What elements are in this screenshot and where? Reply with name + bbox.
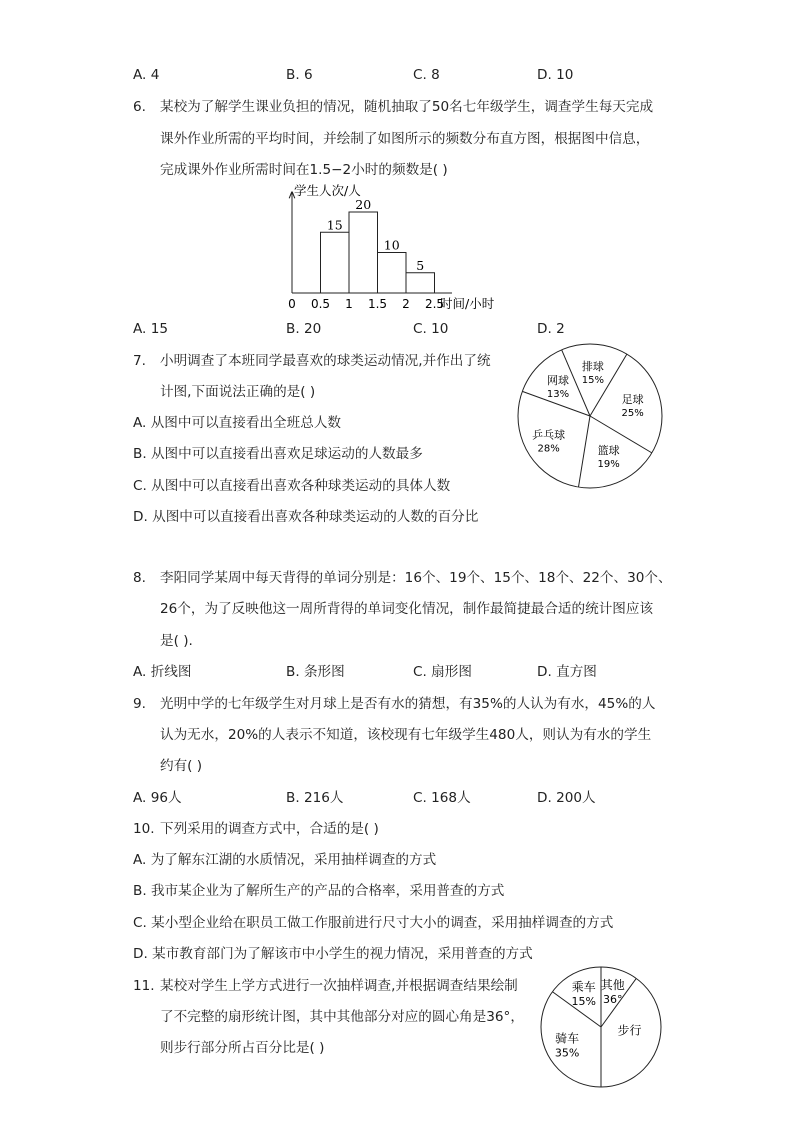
pie2-slice-value: 35% — [554, 1046, 580, 1060]
q6-line-1: 某校为了解学生课业负担的情况，随机抽取了50名七年级学生，调查学生每天完成 — [160, 99, 654, 115]
pie2-slice-value: 36° — [602, 992, 623, 1006]
pie1-slice-label: 网球 — [547, 373, 570, 387]
q9-line-3: 约有( ) — [160, 758, 203, 774]
q5-option-c: C. 8 — [413, 67, 440, 83]
q5-option-b: B. 6 — [286, 67, 313, 83]
histogram-x-tick: 1.5 — [367, 297, 388, 311]
q8-option-d: D. 直方图 — [537, 664, 597, 680]
q7-number: 7. — [133, 353, 146, 369]
q6-line-2: 课外作业所需的平均时间，并绘制了如图所示的频数分布直方图，根据图中信息， — [160, 131, 650, 147]
histogram-bar-label: 10 — [383, 237, 400, 253]
q6-option-a: A. 15 — [133, 321, 168, 337]
histogram-bar — [406, 273, 435, 293]
q6-option-b: B. 20 — [286, 321, 322, 337]
q9-option-d: D. 200人 — [537, 790, 596, 806]
q10-option-b: B. 我市某企业为了解所生产的产品的合格率，采用普查的方式 — [133, 883, 505, 899]
q8-option-b: B. 条形图 — [286, 664, 345, 680]
q7-option-b: B. 从图中可以直接看出喜欢足球运动的人数最多 — [133, 446, 423, 462]
q11-number: 11. — [133, 978, 155, 994]
q8-line-1: 李阳同学某周中每天背得的单词分别是：16个、19个、15个、18个、22个、30个、 — [160, 570, 672, 586]
pie1-slice-value: 15% — [581, 375, 605, 387]
transport-pie-chart — [538, 964, 664, 1090]
q8-line-3: 是( ). — [160, 633, 193, 649]
pie2-slice-label: 乘车 — [571, 980, 596, 995]
histogram-x-tick: 1 — [345, 297, 353, 311]
q11-line-3: 则步行部分所占百分比是( ) — [160, 1040, 325, 1056]
histogram-x-tick: 2 — [402, 297, 410, 311]
pie1-slice-value: 13% — [546, 388, 570, 400]
q10-option-c: C. 某小型企业给在职员工做工作服前进行尺寸大小的调查，采用抽样调查的方式 — [133, 915, 614, 931]
q9-line-2: 认为无水，20%的人表示不知道，该校现有七年级学生480人，则认为有水的学生 — [160, 727, 652, 743]
pie2-slice-label: 其他 — [600, 977, 625, 992]
q9-option-c: C. 168人 — [413, 790, 471, 806]
q11-line-2: 了不完整的扇形统计图，其中其他部分对应的圆心角是36°， — [160, 1009, 524, 1025]
histogram-bar-label: 15 — [326, 217, 343, 233]
frequency-histogram — [280, 180, 520, 315]
q8-line-2: 26个，为了反映他这一周所背得的单词变化情况，制作最简捷最合适的统计图应该 — [160, 601, 654, 617]
histogram-bar — [321, 232, 350, 293]
pie1-slice-label: 足球 — [621, 393, 644, 407]
q7-option-d: D. 从图中可以直接看出喜欢各种球类运动的人数的百分比 — [133, 509, 479, 525]
q6-number: 6. — [133, 99, 146, 115]
q7-line-1: 小明调查了本班同学最喜欢的球类运动情况,并作出了统 — [160, 353, 491, 369]
q9-option-a: A. 96人 — [133, 790, 182, 806]
q7-line-2: 计图,下面说法正确的是( ) — [160, 384, 316, 400]
q6-option-c: C. 10 — [413, 321, 449, 337]
q7-option-a: A. 从图中可以直接看出全班总人数 — [133, 415, 342, 431]
pie2-slice-label: 步行 — [617, 1023, 642, 1038]
pie1-slice-label: 排球 — [581, 360, 604, 374]
pie1-slice-divider — [578, 416, 590, 487]
q9-number: 9. — [133, 696, 146, 712]
q10-option-a: A. 为了解东江湖的水质情况，采用抽样调查的方式 — [133, 852, 437, 868]
histogram-x-label: 时间/小时 — [440, 296, 495, 311]
q8-number: 8. — [133, 570, 146, 586]
q5-option-a: A. 4 — [133, 67, 160, 83]
q9-line-1: 光明中学的七年级学生对月球上是否有水的猜想，有35%的人认为有水，45%的人 — [160, 696, 656, 712]
q10-number: 10. — [133, 821, 155, 837]
q7-option-c: C. 从图中可以直接看出喜欢各种球类运动的具体人数 — [133, 478, 451, 494]
pie1-slice-value: 19% — [597, 458, 620, 470]
pie2-slice-value: 15% — [571, 995, 596, 1009]
histogram-x-tick: 0 — [288, 297, 296, 311]
q10-stem: 下列采用的调查方式中，合适的是( ) — [160, 821, 379, 837]
histogram-bar-label: 5 — [416, 257, 425, 273]
pie1-slice-value: 28% — [537, 443, 560, 455]
histogram-y-label: 学生人次/人 — [294, 183, 361, 198]
pie1-slice-label: 乒乓球 — [532, 428, 566, 442]
q6-option-d: D. 2 — [537, 321, 565, 337]
q11-line-1: 某校对学生上学方式进行一次抽样调查,并根据调查结果绘制 — [160, 978, 518, 994]
q10-option-d: D. 某市教育部门为了解该市中小学生的视力情况，采用普查的方式 — [133, 946, 533, 962]
q8-option-c: C. 扇形图 — [413, 664, 472, 680]
histogram-x-tick: 0.5 — [310, 297, 331, 311]
pie1-slice-value: 25% — [621, 408, 644, 420]
q9-option-b: B. 216人 — [286, 790, 344, 806]
histogram-x-tick: 2.5 — [424, 297, 445, 311]
pie1-slice-label: 篮球 — [597, 443, 620, 457]
pie2-slice-label: 骑车 — [555, 1031, 580, 1046]
q8-option-a: A. 折线图 — [133, 664, 192, 680]
histogram-bar — [378, 253, 407, 294]
q6-line-3: 完成课外作业所需时间在1.5−2小时的频数是( ) — [160, 162, 448, 178]
histogram-bar — [349, 212, 378, 293]
histogram-bar-label: 20 — [355, 197, 372, 212]
ball-sports-pie-chart — [510, 340, 670, 492]
q5-option-d: D. 10 — [537, 67, 574, 83]
